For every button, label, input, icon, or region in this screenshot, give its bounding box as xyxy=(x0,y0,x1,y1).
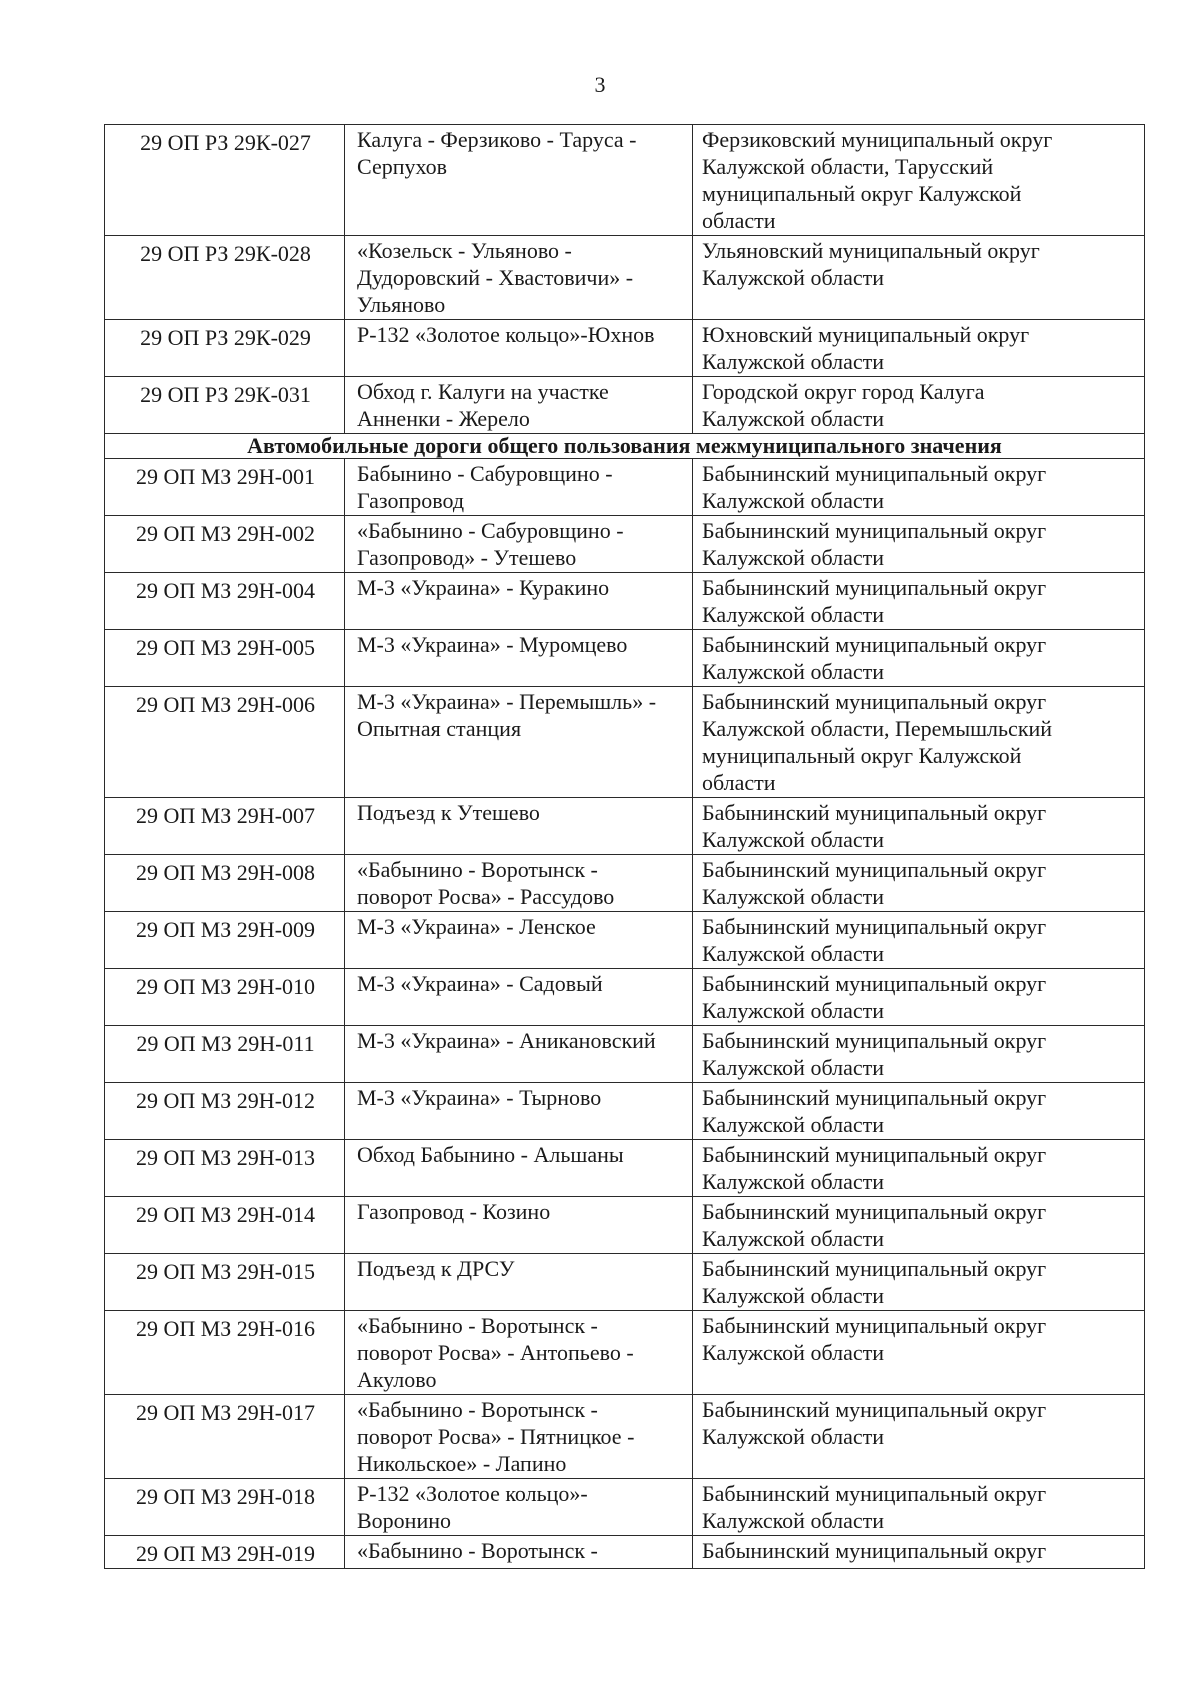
road-area-cell: Юхновский муниципальный округ Калужской области xyxy=(693,320,1145,377)
road-name-cell: «Бабынино - Сабуровщино - Газопровод» - Утешево xyxy=(345,516,693,573)
table-row xyxy=(105,1140,1145,1197)
road-id-cell: 29 ОП РЗ 29К-029 xyxy=(105,320,345,377)
road-id-cell: 29 ОП МЗ 29Н-015 xyxy=(105,1254,345,1311)
table-row xyxy=(105,1197,1145,1254)
road-name-cell: Обход Бабынино - Альшаны xyxy=(345,1140,693,1197)
road-name-cell: Подъезд к ДРСУ xyxy=(345,1254,693,1311)
road-name-cell: М-3 «Украина» - Ленское xyxy=(345,912,693,969)
section-header-row xyxy=(105,434,1145,459)
table-row xyxy=(105,687,1145,798)
road-area-cell: Бабынинский муниципальный округ Калужской области xyxy=(693,516,1145,573)
road-area-cell: Бабынинский муниципальный округ Калужской области xyxy=(693,1197,1145,1254)
table-row xyxy=(105,912,1145,969)
road-id-cell: 29 ОП МЗ 29Н-009 xyxy=(105,912,345,969)
road-id-cell: 29 ОП МЗ 29Н-005 xyxy=(105,630,345,687)
road-area-cell: Ульяновский муниципальный округ Калужской области xyxy=(693,236,1145,320)
road-name-cell: М-3 «Украина» - Перемышль» - Опытная станция xyxy=(345,687,693,798)
road-area-cell: Бабынинский муниципальный округ xyxy=(693,1536,1145,1569)
section-header-group xyxy=(105,434,1145,459)
road-id-cell: 29 ОП МЗ 29Н-010 xyxy=(105,969,345,1026)
table-row xyxy=(105,969,1145,1026)
road-id-cell: 29 ОП МЗ 29Н-013 xyxy=(105,1140,345,1197)
table-row xyxy=(105,236,1145,320)
road-area-cell: Бабынинский муниципальный округ Калужской области xyxy=(693,798,1145,855)
road-id-cell: 29 ОП МЗ 29Н-018 xyxy=(105,1479,345,1536)
road-area-cell: Бабынинский муниципальный округ Калужской области xyxy=(693,912,1145,969)
road-area-cell: Бабынинский муниципальный округ Калужской области xyxy=(693,855,1145,912)
table-row xyxy=(105,1083,1145,1140)
table-row xyxy=(105,1536,1145,1569)
road-area-cell: Бабынинский муниципальный округ Калужской области xyxy=(693,1026,1145,1083)
road-id-cell: 29 ОП РЗ 29К-027 xyxy=(105,125,345,236)
table-row xyxy=(105,320,1145,377)
table-row xyxy=(105,1254,1145,1311)
road-name-cell: Подъезд к Утешево xyxy=(345,798,693,855)
road-id-cell: 29 ОП МЗ 29Н-014 xyxy=(105,1197,345,1254)
road-name-cell: М-3 «Украина» - Садовый xyxy=(345,969,693,1026)
road-area-cell: Городской округ город Калуга Калужской области xyxy=(693,377,1145,434)
table-row xyxy=(105,573,1145,630)
road-id-cell: 29 ОП МЗ 29Н-017 xyxy=(105,1395,345,1479)
road-name-cell: М-3 «Украина» - Аникановский xyxy=(345,1026,693,1083)
road-area-cell: Бабынинский муниципальный округ Калужской области xyxy=(693,573,1145,630)
road-name-cell: М-3 «Украина» - Тырново xyxy=(345,1083,693,1140)
section-title: Автомобильные дороги общего пользования межмуниципального значения xyxy=(105,434,1145,459)
road-id-cell: 29 ОП РЗ 29К-031 xyxy=(105,377,345,434)
road-name-cell: М-3 «Украина» - Куракино xyxy=(345,573,693,630)
road-name-cell: Р-132 «Золотое кольцо»- Воронино xyxy=(345,1479,693,1536)
road-area-cell: Бабынинский муниципальный округ Калужской области xyxy=(693,459,1145,516)
table-row xyxy=(105,1479,1145,1536)
road-name-cell: «Бабынино - Воротынск - xyxy=(345,1536,693,1569)
road-name-cell: Бабынино - Сабуровщино - Газопровод xyxy=(345,459,693,516)
road-name-cell: Калуга - Ферзиково - Таруса - Серпухов xyxy=(345,125,693,236)
table-row xyxy=(105,516,1145,573)
road-area-cell: Бабынинский муниципальный округ Калужской области xyxy=(693,630,1145,687)
road-area-cell: Бабынинский муниципальный округ Калужской области xyxy=(693,1311,1145,1395)
table-body-after-section xyxy=(105,459,1145,1569)
road-id-cell: 29 ОП МЗ 29Н-002 xyxy=(105,516,345,573)
table-row xyxy=(105,855,1145,912)
road-name-cell: Обход г. Калуги на участке Анненки - Жерело xyxy=(345,377,693,434)
table-row xyxy=(105,125,1145,236)
road-id-cell: 29 ОП МЗ 29Н-016 xyxy=(105,1311,345,1395)
road-id-cell: 29 ОП МЗ 29Н-006 xyxy=(105,687,345,798)
table-row xyxy=(105,1026,1145,1083)
road-area-cell: Ферзиковский муниципальный округ Калужской области, Тарусский муниципальный округ Калужской области xyxy=(693,125,1145,236)
table-row xyxy=(105,798,1145,855)
road-id-cell: 29 ОП МЗ 29Н-019 xyxy=(105,1536,345,1569)
road-id-cell: 29 ОП МЗ 29Н-012 xyxy=(105,1083,345,1140)
road-id-cell: 29 ОП МЗ 29Н-004 xyxy=(105,573,345,630)
road-area-cell: Бабынинский муниципальный округ Калужской области, Перемышльский муниципальный округ Калужской области xyxy=(693,687,1145,798)
table-body-before-section xyxy=(105,125,1145,434)
road-id-cell: 29 ОП МЗ 29Н-008 xyxy=(105,855,345,912)
page-number: 3 xyxy=(594,72,606,97)
road-id-cell: 29 ОП МЗ 29Н-001 xyxy=(105,459,345,516)
road-table xyxy=(104,124,1145,1569)
road-name-cell: «Козельск - Ульяново - Дудоровский - Хвастовичи» - Ульяново xyxy=(345,236,693,320)
road-id-cell: 29 ОП РЗ 29К-028 xyxy=(105,236,345,320)
road-area-cell: Бабынинский муниципальный округ Калужской области xyxy=(693,1395,1145,1479)
road-area-cell: Бабынинский муниципальный округ Калужской области xyxy=(693,1254,1145,1311)
table-row xyxy=(105,630,1145,687)
road-area-cell: Бабынинский муниципальный округ Калужской области xyxy=(693,1479,1145,1536)
road-id-cell: 29 ОП МЗ 29Н-007 xyxy=(105,798,345,855)
road-name-cell: «Бабынино - Воротынск - поворот Росва» - Пятницкое - Никольское» - Лапино xyxy=(345,1395,693,1479)
road-name-cell: «Бабынино - Воротынск - поворот Росва» - Рассудово xyxy=(345,855,693,912)
road-id-cell: 29 ОП МЗ 29Н-011 xyxy=(105,1026,345,1083)
road-name-cell: М-3 «Украина» - Муромцево xyxy=(345,630,693,687)
road-area-cell: Бабынинский муниципальный округ Калужской области xyxy=(693,1083,1145,1140)
road-name-cell: «Бабынино - Воротынск - поворот Росва» - Антопьево - Акулово xyxy=(345,1311,693,1395)
road-name-cell: Р-132 «Золотое кольцо»-Юхнов xyxy=(345,320,693,377)
road-name-cell: Газопровод - Козино xyxy=(345,1197,693,1254)
road-area-cell: Бабынинский муниципальный округ Калужской области xyxy=(693,1140,1145,1197)
table-row xyxy=(105,1311,1145,1395)
road-area-cell: Бабынинский муниципальный округ Калужской области xyxy=(693,969,1145,1026)
table-row xyxy=(105,377,1145,434)
table-row xyxy=(105,459,1145,516)
table-row xyxy=(105,1395,1145,1479)
